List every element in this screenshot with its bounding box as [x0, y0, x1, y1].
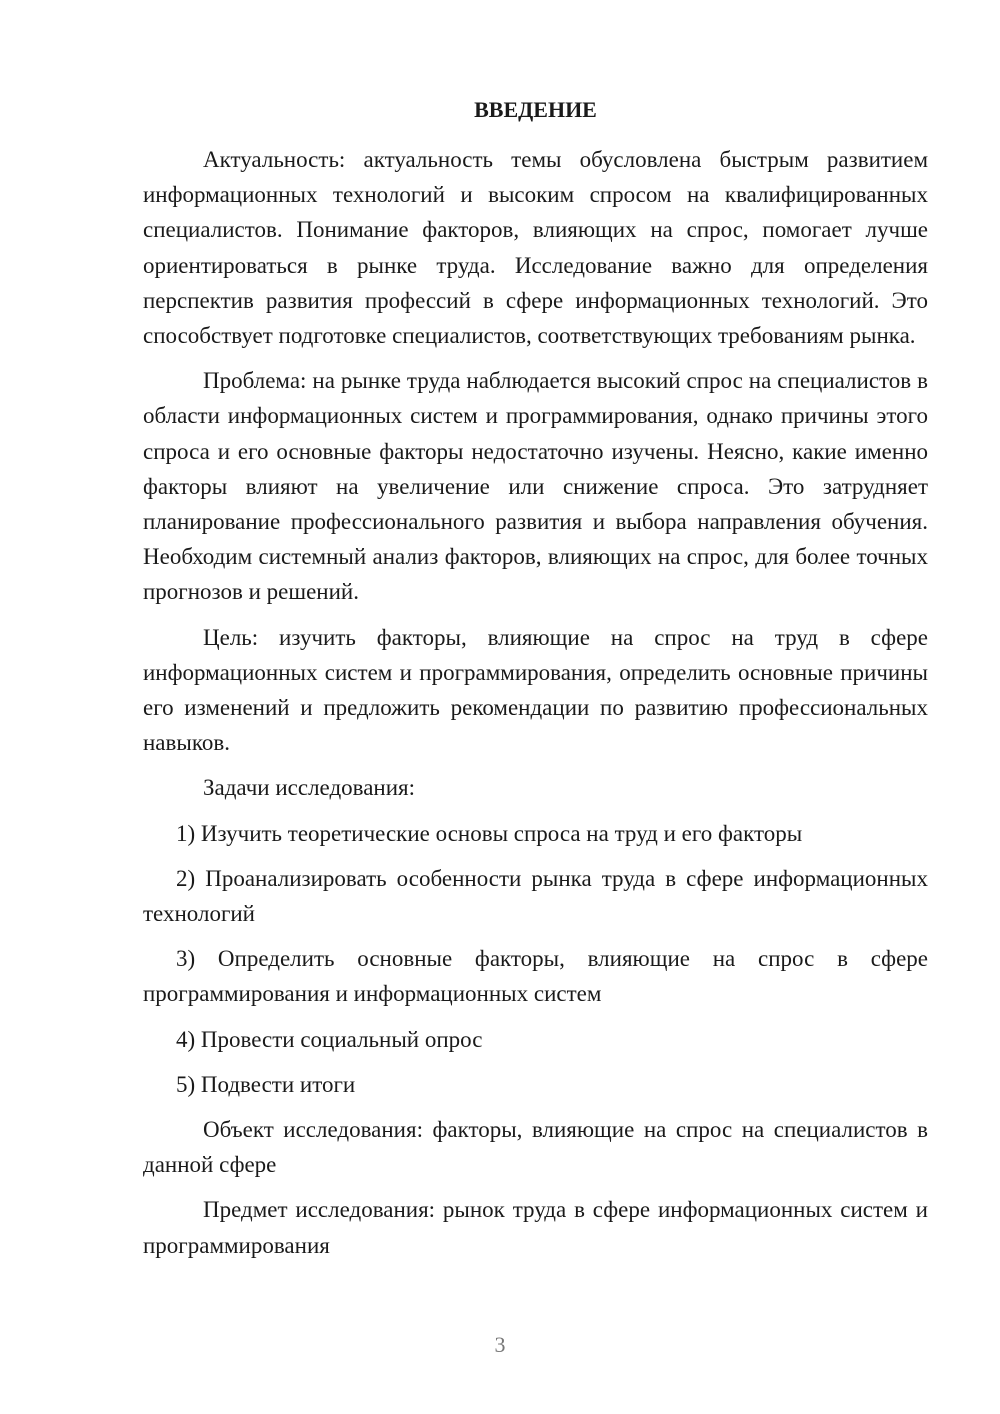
object-paragraph: Объект исследования: факторы, влияющие на спрос на специалистов в данной сфере [143, 1117, 928, 1178]
document-page [143, 92, 928, 1273]
goal-paragraph: Цель: изучить факторы, влияющие на спрос на труд в сфере информационных систем и программирования, определить основные причины его изменений и предложить рекомендации по развитию профессиональных навыков. [143, 624, 928, 756]
section-heading: ВВЕДЕНИЕ [474, 97, 597, 122]
task-item-4: 4) Провести социальный опрос [176, 1026, 483, 1052]
tasks-title: Задачи исследования: [203, 775, 416, 801]
task-item-3: 3) Определить основные факторы, влияющие на спрос в сфере программирования и информационных систем [143, 946, 928, 1007]
task-item-2: 2) Проанализировать особенности рынка труда в сфере информационных технологий [143, 865, 928, 927]
page-number: 3 [494, 1332, 506, 1357]
task-item-5: 5) Подвести итоги [176, 1071, 356, 1097]
relevance-paragraph: Актуальность: актуальность темы обусловлена быстрым развитием информационных технологий и высоким спросом на квалифицированных специалистов. Понимание факторов, влияющих на спрос, помогает лучше ориентироваться в рынке труда. Исследование важно для определения перспектив развития профессий в сфере информационных технологий. Это способствует подготовке специалистов, соответствующих требованиям рынка. [143, 147, 928, 349]
task-item-1: 1) Изучить теоретические основы спроса на труд и его факторы [176, 820, 803, 846]
subject-paragraph: Предмет исследования: рынок труда в сфере информационных систем и программирования [143, 1197, 928, 1258]
problem-paragraph: Проблема: на рынке труда наблюдается высокий спрос на специалистов в области информационных систем и программирования, однако причины этого спроса и его основные факторы недостаточно изучены. Неясно, какие именно факторы влияют на увеличение или снижение спроса. Это затрудняет планирование профессионального развития и выбора направления обучения. Необходим системный анализ факторов, влияющих на спрос, для более точных прогнозов и решений. [143, 368, 928, 605]
